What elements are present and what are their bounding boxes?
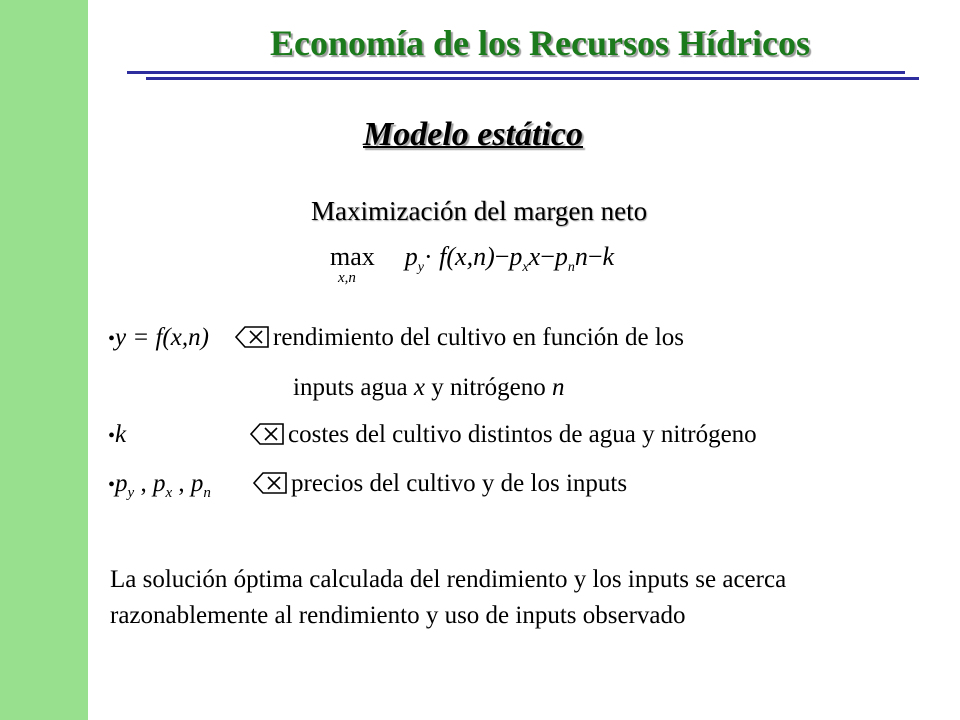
definition-item-costs <box>108 421 757 449</box>
formula-dot: · <box>423 242 433 271</box>
formula-price-n-subscript: n <box>567 260 575 276</box>
separator: , <box>134 470 153 497</box>
continuation-mid: y nitrógeno <box>424 374 553 401</box>
definition-text: rendimiento del cultivo en función de los <box>273 324 685 351</box>
erase-right-arrow-icon <box>235 326 269 348</box>
formula-var-n: n <box>574 242 588 271</box>
price-x-subscript: x <box>165 485 173 501</box>
definition-symbol: y = f(x,n) <box>115 324 209 351</box>
formula-price-n: p <box>554 242 568 271</box>
continuation-var-n: n <box>552 374 565 401</box>
separator: , <box>172 470 191 497</box>
price-n-subscript: n <box>203 485 211 501</box>
formula-var-x: x <box>528 242 541 271</box>
definition-text: costes del cultivo distintos de agua y nitrógeno <box>288 421 757 448</box>
definition-continuation <box>293 374 565 402</box>
title-underline-rule <box>127 71 905 74</box>
formula-args: (x,n) <box>446 242 495 271</box>
formula-function: f <box>439 242 447 271</box>
section-heading: Maximización del margen neto <box>311 196 648 226</box>
formula-minus-3: − <box>587 242 603 271</box>
formula-price-y: p <box>404 242 418 271</box>
definition-text: precios del cultivo y de los inputs <box>291 470 628 497</box>
definition-item-prices <box>108 470 627 502</box>
left-decorative-band <box>0 0 88 720</box>
slide-subtitle: Modelo estático <box>363 116 584 153</box>
price-n: p <box>190 470 204 497</box>
continuation-var-x: x <box>413 374 425 401</box>
formula-price-y-subscript: y <box>417 260 424 276</box>
objective-formula <box>330 242 615 286</box>
formula-minus-2: − <box>540 242 555 271</box>
erase-right-arrow-icon <box>253 472 287 494</box>
bullet: • <box>108 328 116 350</box>
price-y: p <box>115 470 128 497</box>
slide-title: Economía de los Recursos Hídricos <box>270 23 810 63</box>
bullet: • <box>108 425 116 447</box>
max-operator: max x,n <box>330 242 375 286</box>
formula-price-x: p <box>509 242 523 271</box>
formula-minus-1: − <box>494 242 510 271</box>
bullet: • <box>108 474 116 496</box>
erase-right-arrow-icon <box>250 423 284 445</box>
definition-symbol <box>115 470 251 502</box>
continuation-prefix: inputs agua <box>293 374 414 401</box>
definition-symbol: k <box>115 421 127 448</box>
max-operator-subscript: x,n <box>338 270 356 286</box>
price-y-subscript: y <box>127 485 135 501</box>
conclusion-paragraph: La solución óptima calculada del rendimiento y los inputs se acerca razonablemente al rendimiento y uso de inputs observado <box>110 566 787 629</box>
formula-price-x-subscript: x <box>522 260 529 276</box>
definition-item-yield <box>108 324 684 352</box>
price-x: p <box>152 470 166 497</box>
title-underline-rule-offset <box>146 77 919 80</box>
formula-k: k <box>602 242 615 271</box>
